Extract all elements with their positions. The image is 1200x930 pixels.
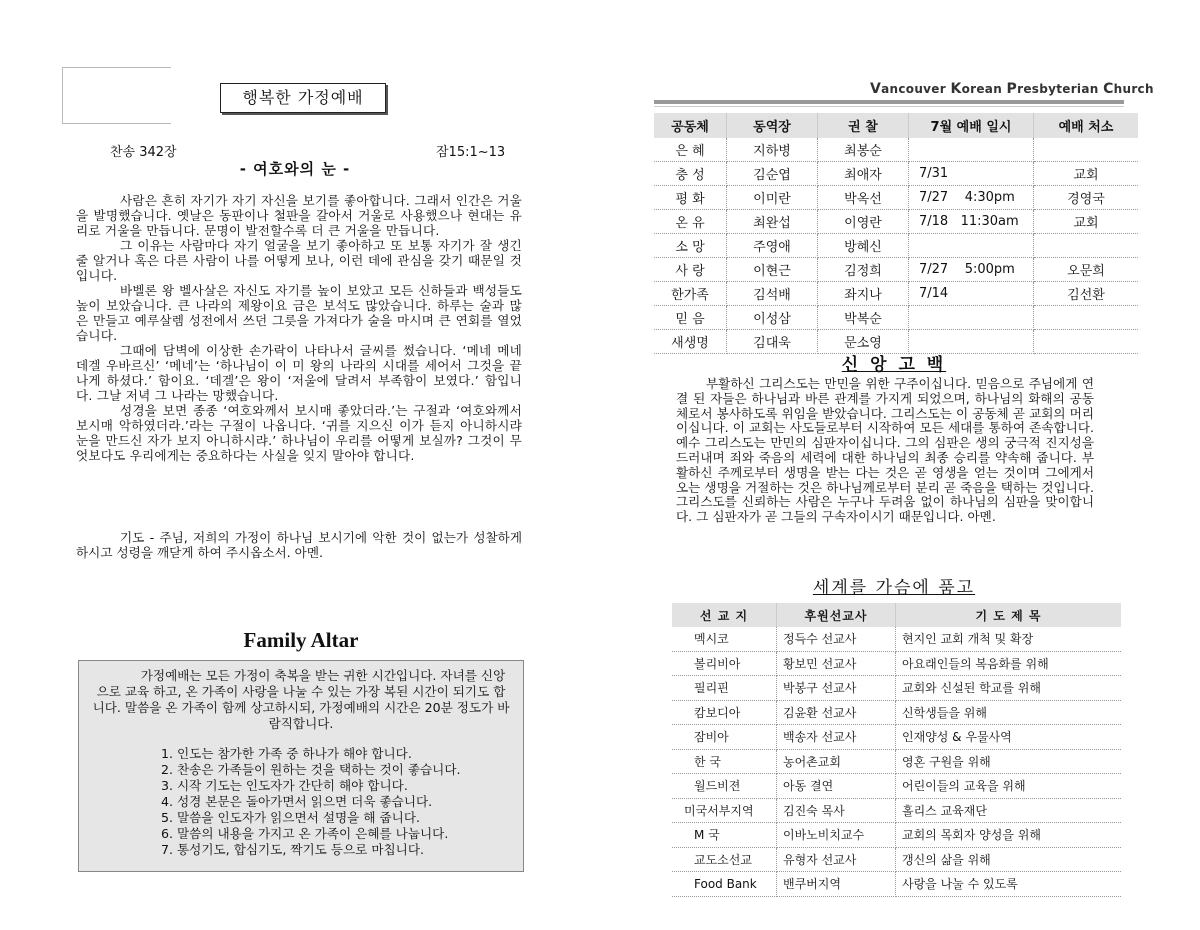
worship-schedule-table xyxy=(654,113,1138,354)
cell: 좌지나 xyxy=(818,282,909,306)
cell: 현지인 교회 개척 및 확장 xyxy=(896,627,1122,651)
cell xyxy=(1034,138,1139,162)
cell: 캄보디아 xyxy=(672,700,777,725)
missions-title: 세계를 가슴에 품고 xyxy=(812,578,976,598)
cell: 경영국 xyxy=(1034,186,1139,210)
church-word: hurch xyxy=(1113,82,1154,96)
list-item: 4. 성경 본문은 돌아가면서 읽으면 더욱 좋습니다. xyxy=(161,794,433,809)
cell: 최완섭 xyxy=(727,210,818,234)
family-altar-list xyxy=(91,746,511,858)
cell: 방혜신 xyxy=(818,234,909,258)
column-header: 후원선교사 xyxy=(777,603,896,627)
cell: 김선환 xyxy=(1034,282,1139,306)
cell: 김대욱 xyxy=(727,330,818,354)
church-initial: C xyxy=(1103,81,1114,97)
sermon-title: - 여호와의 눈 - xyxy=(239,160,351,178)
table-row xyxy=(672,749,1121,774)
cell: 새생명 xyxy=(654,330,727,354)
cell: 잠비아 xyxy=(672,725,777,750)
cell: 지하병 xyxy=(727,138,818,162)
cell: 이현근 xyxy=(727,258,818,282)
cell: 사랑을 나눌 수 있도록 xyxy=(896,872,1122,897)
church-word: orean xyxy=(961,82,1003,96)
sermon-paragraph: 그때에 담벽에 이상한 손가락이 나타나서 글씨를 썼습니다. ‘메네 메네 데겔 우바르신’ ‘메네’는 ‘하나님이 이 미 왕의 나라의 시대를 세어서 그것을 끝나게 하셨다.’ 함이요. ‘데겔’은 왕이 ‘저울에 달려서 부족함이 보였다.’ 함입니다. 그날 저녁 그 나라는 망했습니다. xyxy=(76,343,522,403)
church-initial: P xyxy=(1006,81,1018,97)
cell: 유형자 선교사 xyxy=(777,847,896,872)
cell: 최봉순 xyxy=(818,138,909,162)
cell: 어린이들의 교육을 위해 xyxy=(896,774,1122,799)
cell: 7/18 11:30am xyxy=(909,210,1034,234)
cell: 김윤환 선교사 xyxy=(777,700,896,725)
cell: 필리핀 xyxy=(672,676,777,701)
cell: 볼리비아 xyxy=(672,651,777,676)
table-row xyxy=(672,651,1121,676)
family-altar-title: Family Altar xyxy=(243,628,359,652)
cell: 믿 음 xyxy=(654,306,727,330)
column-header: 7월 예배 일시 xyxy=(909,113,1034,138)
table-row xyxy=(672,627,1121,651)
cell: 이성삼 xyxy=(727,306,818,330)
cell: 7/27 5:00pm xyxy=(909,258,1034,282)
cell: 한가족 xyxy=(654,282,727,306)
cell: 주영애 xyxy=(727,234,818,258)
cell: 황보민 선교사 xyxy=(777,651,896,676)
scripture-reference: 잠15:1~13 xyxy=(436,145,506,160)
cell: 백송자 선교사 xyxy=(777,725,896,750)
cell: 문소영 xyxy=(818,330,909,354)
cell: 이바노비치교수 xyxy=(777,823,896,848)
cell xyxy=(909,138,1034,162)
table-row xyxy=(672,676,1121,701)
sermon-paragraph: 성경을 보면 종종 ‘여호와께서 보시매 좋았더라.’는 구절과 ‘여호와께서 보시매 악하였더라.’라는 구절이 나옵니다. ‘귀를 지으신 이가 듣지 아니하시랴 눈을 만드신 자가 보지 아니하시랴.’ 하나님이 우리를 어떻게 보실까? 그것이 무엇보다도 우리에게는 중요하다는 사실을 잊지 말아야 합니다. xyxy=(76,403,522,463)
cell: 이영란 xyxy=(818,210,909,234)
table-row xyxy=(672,823,1121,848)
table-row xyxy=(654,282,1138,306)
table-row xyxy=(672,774,1121,799)
list-item: 5. 말씀을 인도자가 읽으면서 설명을 해 줍니다. xyxy=(161,810,421,825)
column-header: 공동체 xyxy=(654,113,727,138)
table-row xyxy=(672,798,1121,823)
sermon-paragraph: 사람은 흔히 자기가 자기 자신을 보기를 좋아합니다. 그래서 인간은 거울을 발명했습니다. 옛날은 동판이나 철판을 갈아서 거울로 사용했으나 현대는 유리로 거울을 만듭니다. 문명이 발전할수록 더 큰 거울을 만듭니다. xyxy=(76,193,522,238)
cell: 오문희 xyxy=(1034,258,1139,282)
cell xyxy=(909,306,1034,330)
cell: 온 유 xyxy=(654,210,727,234)
page-title: 행복한 가정예배 xyxy=(220,83,386,113)
cell: 김진숙 목사 xyxy=(777,798,896,823)
cell: 아요래인들의 복음화를 위해 xyxy=(896,651,1122,676)
cell: 교회와 신설된 학교를 위해 xyxy=(896,676,1122,701)
cell: 7/31 xyxy=(909,162,1034,186)
cell: 박옥선 xyxy=(818,186,909,210)
cell: 7/27 4:30pm xyxy=(909,186,1034,210)
creed-body xyxy=(676,377,1094,525)
header-rule xyxy=(654,100,1124,104)
table-row xyxy=(654,258,1138,282)
cell: 평 화 xyxy=(654,186,727,210)
cell: 교회 xyxy=(1034,210,1139,234)
sermon-paragraph: 바벨론 왕 벨사살은 자신도 자기를 높이 보았고 모든 신하들과 백성들도 높이 보았습니다. 큰 나라의 제왕이요 금은 보석도 많았습니다. 하루는 술과 많은 만들고 예루살렘 성전에서 쓰던 그릇을 가져다가 술을 마시며 큰 연회를 열었습니다. xyxy=(76,283,522,343)
list-item: 1. 인도는 참가한 가족 중 하나가 해야 합니다. xyxy=(161,746,412,761)
cell: 박봉구 선교사 xyxy=(777,676,896,701)
table-row xyxy=(654,162,1138,186)
table-row xyxy=(654,234,1138,258)
corner-frame xyxy=(62,67,171,124)
cell: M 국 xyxy=(672,823,777,848)
cell: 영혼 구원을 위해 xyxy=(896,749,1122,774)
cell xyxy=(909,234,1034,258)
cell: 소 망 xyxy=(654,234,727,258)
family-altar-box xyxy=(78,660,524,872)
column-header: 선 교 지 xyxy=(672,603,777,627)
hymn-number: 찬송 342장 xyxy=(110,145,177,160)
header-rule-thin xyxy=(654,106,1124,107)
column-header: 동역장 xyxy=(727,113,818,138)
column-header: 예배 처소 xyxy=(1034,113,1139,138)
church-word: resbyterian xyxy=(1017,82,1099,96)
table-row xyxy=(654,210,1138,234)
cell: 아동 결연 xyxy=(777,774,896,799)
column-header: 기 도 제 목 xyxy=(896,603,1122,627)
cell: 갱신의 삶을 위해 xyxy=(896,847,1122,872)
cell xyxy=(1034,306,1139,330)
cell: 정득수 선교사 xyxy=(777,627,896,651)
table-row xyxy=(654,186,1138,210)
table-row xyxy=(672,847,1121,872)
cell: 교회의 목회자 양성을 위해 xyxy=(896,823,1122,848)
cell: 교회 xyxy=(1034,162,1139,186)
table-row xyxy=(654,306,1138,330)
cell: 한 국 xyxy=(672,749,777,774)
closing-prayer xyxy=(76,530,522,560)
church-word: ancouver xyxy=(881,82,946,96)
cell: 농어촌교회 xyxy=(777,749,896,774)
sermon-body xyxy=(76,193,522,463)
table-row xyxy=(654,138,1138,162)
list-item: 6. 말씀의 내용을 가지고 온 가족이 은혜를 나눕니다. xyxy=(161,826,449,841)
cell: 신학생들을 위해 xyxy=(896,700,1122,725)
table-header-row xyxy=(672,603,1121,627)
cell: Food Bank xyxy=(672,872,777,897)
creed-text: 부활하신 그리스도는 만민을 위한 구주이십니다. 믿음으로 주님에게 연결 된 자들은 하나님과 바른 관계를 가지게 되었으며, 하나님의 화해의 공동체로서 봉사하도록 위임을 받았습니다. 그리스도는 이 공동체 곧 교회의 머리이십니다. 이 교회는 사도들로부터 시작하여 모든 세대를 통하여 존속합니다. 예수 그리스도는 만민의 심판자이십니다. 그의 심판은 생의 궁극적 진지성을 드러내며 죄와 죽음의 세력에 대한 하나님의 최종 승리를 약속해 줍니다. 부활하신 주께로부터 생명을 받는 다는 것은 곧 영생을 얻는 것이며 그에게서 오는 생명을 거절하는 것은 하나님께로부터 분리 곧 죽음을 택하는 것입니다. 그리스도를 신뢰하는 사람은 누구나 두려움 없이 하나님의 심판을 맞이합니다. 그 심판자가 곧 그들의 구속자이시기 때문입니다. 아멘. xyxy=(676,376,1094,525)
cell: 최애자 xyxy=(818,162,909,186)
cell: 교도소선교 xyxy=(672,847,777,872)
missions-table xyxy=(672,603,1121,897)
family-altar-intro: 가정예배는 모든 가정이 축복을 받는 귀한 시간입니다. 자녀를 신앙으로 교육 하고, 온 가족이 사랑을 나눌 수 있는 가장 복된 시간이 되기도 합니다. 말씀을 온 가족이 함께 상고하시되, 가정예배의 시간은 20분 정도가 바람직합니다. xyxy=(92,668,510,731)
cell: 인재양성 & 우물사역 xyxy=(896,725,1122,750)
church-name xyxy=(870,81,1154,97)
list-item: 3. 시작 기도는 인도자가 간단히 해야 합니다. xyxy=(161,778,408,793)
cell: 멕시코 xyxy=(672,627,777,651)
list-item: 2. 찬송은 가족들이 원하는 것을 택하는 것이 좋습니다. xyxy=(161,762,461,777)
prayer-text: 기도 - 주님, 저희의 가정이 하나님 보시기에 악한 것이 없는가 성찰하게 하시고 성령을 깨닫게 하여 주시옵소서. 아멘. xyxy=(76,530,522,560)
cell: 김순엽 xyxy=(727,162,818,186)
cell: 이미란 xyxy=(727,186,818,210)
cell: 월드비젼 xyxy=(672,774,777,799)
cell: 홀리스 교육재단 xyxy=(896,798,1122,823)
column-header: 권 찰 xyxy=(818,113,909,138)
creed-title: 신 앙 고 백 xyxy=(841,355,947,375)
table-header-row xyxy=(654,113,1138,138)
cell: 사 랑 xyxy=(654,258,727,282)
cell: 김정희 xyxy=(818,258,909,282)
church-initial: K xyxy=(950,81,962,97)
cell xyxy=(1034,234,1139,258)
cell: 충 성 xyxy=(654,162,727,186)
sermon-paragraph: 그 이유는 사람마다 자기 얼굴을 보기 좋아하고 또 보통 자기가 잘 생긴 줄 알거나 혹은 다른 사람이 나를 어떻게 보나, 이런 데에 관심을 갖기 때문일 것입니다. xyxy=(76,238,522,283)
cell: 미국서부지역 xyxy=(672,798,777,823)
church-initial: V xyxy=(870,81,882,97)
table-row xyxy=(672,725,1121,750)
table-row xyxy=(672,872,1121,897)
list-item: 7. 통성기도, 합심기도, 짝기도 등으로 마칩니다. xyxy=(161,842,425,857)
cell: 7/14 xyxy=(909,282,1034,306)
cell: 박복순 xyxy=(818,306,909,330)
cell: 은 혜 xyxy=(654,138,727,162)
table-row xyxy=(672,700,1121,725)
cell: 김석배 xyxy=(727,282,818,306)
cell: 밴쿠버지역 xyxy=(777,872,896,897)
